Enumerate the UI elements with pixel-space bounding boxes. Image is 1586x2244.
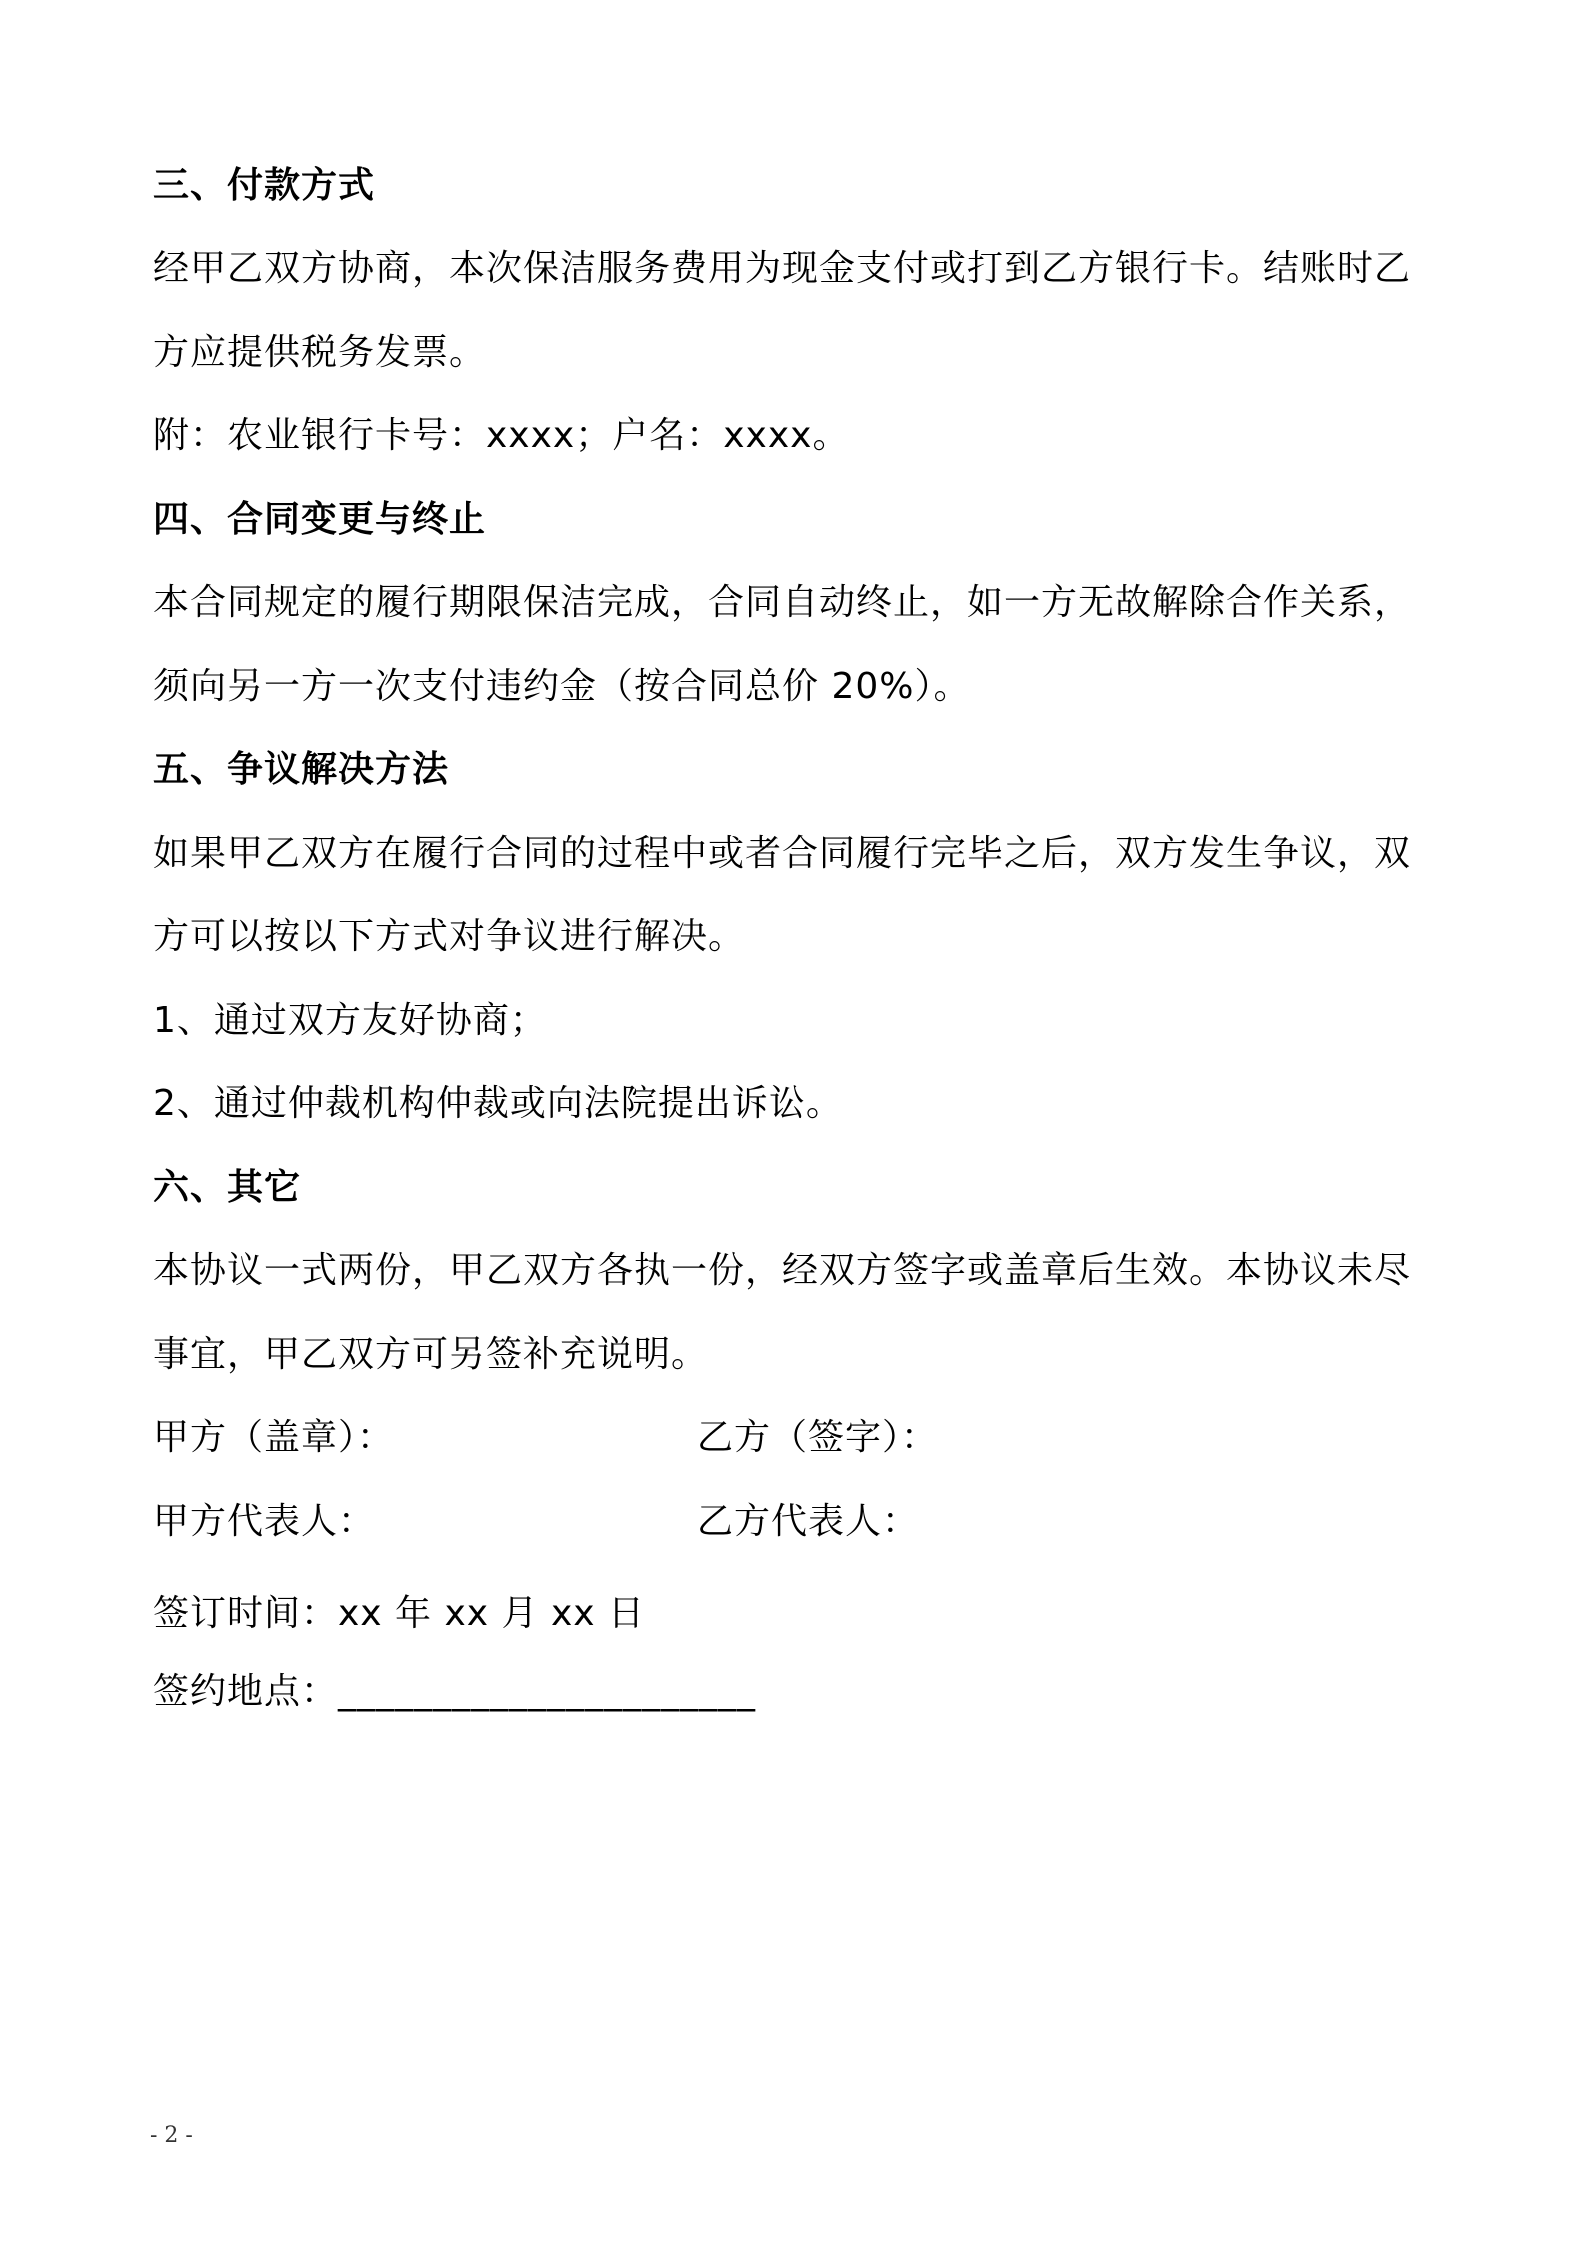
section-3-paragraph-line-1: 经甲乙双方协商，本次保洁服务费用为现金支付或打到乙方银行卡。结账时乙 xyxy=(153,248,1412,289)
party-a-representative-label: 甲方代表人： xyxy=(153,1501,376,1542)
section-5-paragraph-line-2: 方可以按以下方式对争议进行解决。 xyxy=(153,916,746,957)
section-3-heading: 三、付款方式 xyxy=(153,165,376,206)
party-a-seal-label: 甲方（盖章）： xyxy=(153,1417,395,1458)
section-4-paragraph-line-2: 须向另一方一次支付违约金（按合同总价 20%）。 xyxy=(153,666,971,707)
dispute-option-1: 1、通过双方友好协商； xyxy=(153,1000,547,1041)
section-4-heading: 四、合同变更与终止 xyxy=(153,499,487,540)
section-6-paragraph-line-2: 事宜，甲乙双方可另签补充说明。 xyxy=(153,1334,709,1375)
section-5-heading: 五、争议解决方法 xyxy=(153,749,450,790)
party-b-representative-label: 乙方代表人： xyxy=(697,1501,920,1542)
bank-account-note: 附：农业银行卡号：xxxx；户名：xxxx。 xyxy=(153,415,850,456)
section-3-paragraph-line-2: 方应提供税务发票。 xyxy=(153,332,487,373)
section-6-paragraph-line-1: 本协议一式两份，甲乙双方各执一份，经双方签字或盖章后生效。本协议未尽 xyxy=(153,1250,1412,1291)
signing-date: 签订时间：xx 年 xx 月 xx 日 xyxy=(153,1593,646,1634)
section-6-heading: 六、其它 xyxy=(153,1167,302,1208)
section-4-paragraph-line-1: 本合同规定的履行期限保洁完成，合同自动终止，如一方无故解除合作关系， xyxy=(153,582,1412,623)
dispute-option-2: 2、通过仲裁机构仲裁或向法院提出诉讼。 xyxy=(153,1083,843,1124)
signing-place: 签约地点：______________________ xyxy=(153,1671,757,1712)
party-b-signature-label: 乙方（签字）： xyxy=(697,1417,939,1458)
page-number: - 2 - xyxy=(150,2123,193,2148)
section-5-paragraph-line-1: 如果甲乙双方在履行合同的过程中或者合同履行完毕之后，双方发生争议，双 xyxy=(153,833,1412,874)
